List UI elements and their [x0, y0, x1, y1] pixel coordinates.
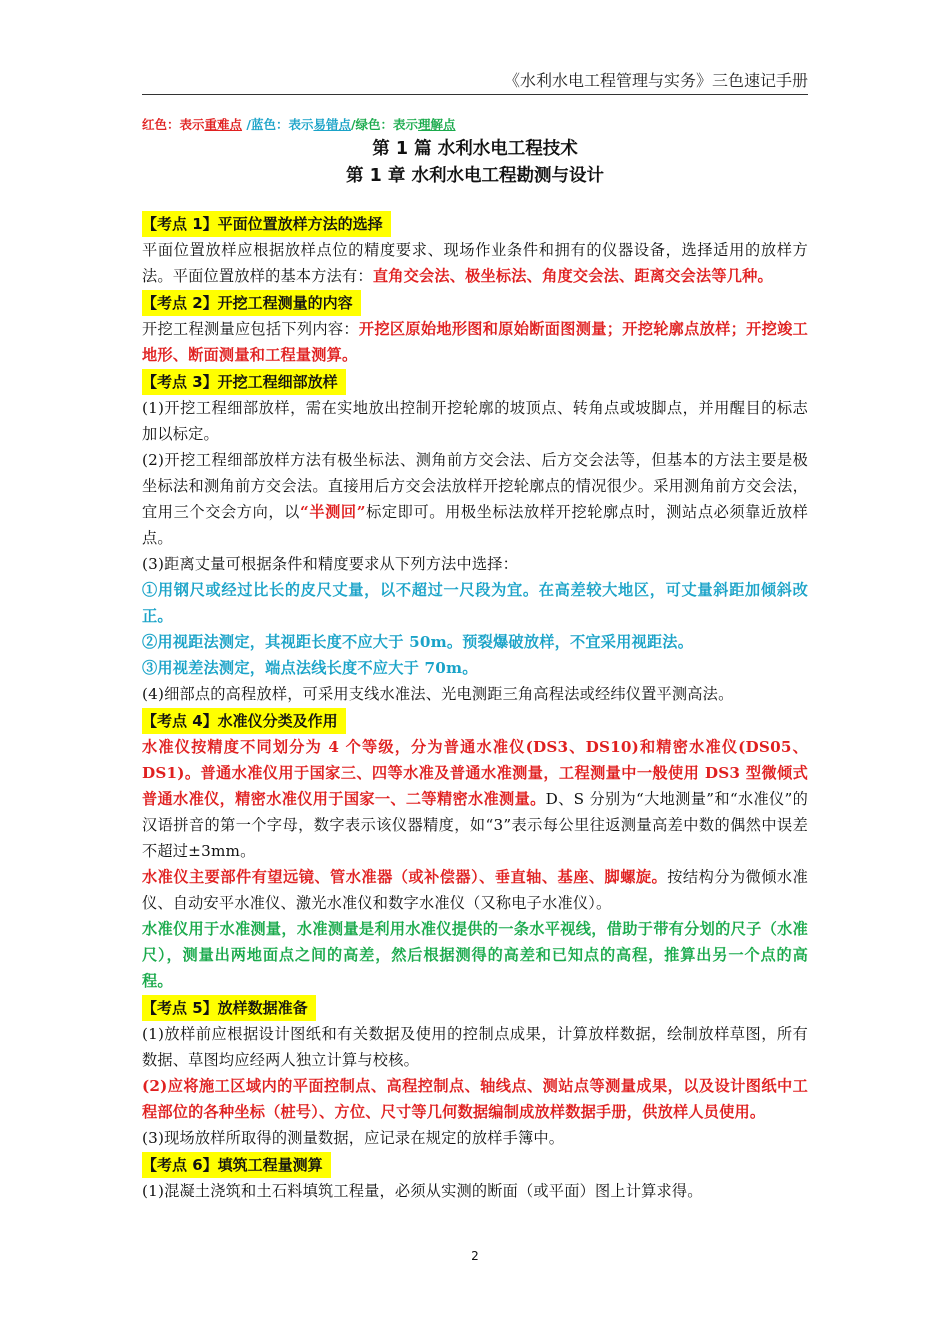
- kp2-paragraph: 开挖工程测量应包括下列内容：开挖区原始地形图和原始断面图测量；开挖轮廓点放样；开挖竣工地形、断面测量和工程量测算。: [142, 320, 808, 364]
- chapter-title: 第 1 章 水利水电工程勘测与设计: [346, 166, 604, 186]
- kp3-p2: (2)开挖工程细部放样方法有极坐标法、测角前方交会法、后方交会法等，但基本的方法主要是极坐标法和测角前方交会法。直接用后方交会法放样开挖轮廓点的情况很少。采用测角前方交会法，宜用三个交会方向，以“半测回”标定即可。用极坐标法放样开挖轮廓点时，测站点必须靠近放样点。: [142, 451, 809, 547]
- kp1-paragraph: 平面位置放样应根据放样点位的精度要求、现场作业条件和拥有的仪器设备，选择适用的放样方法。平面位置放样的基本方法有：直角交会法、极坐标法、角度交会法、距离交会法等几种。: [142, 241, 808, 285]
- part-title: 第 1 篇 水利水电工程技术: [372, 139, 578, 159]
- kp5-p2: (2)应将施工区域内的平面控制点、高程控制点、轴线点、测站点等测量成果，以及设计图纸中工程部位的各种坐标（桩号）、方位、尺寸等几何数据编制成放样数据手册，供放样人员使用。: [142, 1077, 808, 1121]
- kp5-heading: 【考点 5】放样数据准备: [142, 995, 316, 1021]
- kp6-p1: (1)混凝土浇筑和土石料填筑工程量，必须从实测的断面（或平面）图上计算求得。: [142, 1182, 703, 1200]
- kp3-bullet-2: ②用视距法测定，其视距长度不应大于 50m。预裂爆破放样，不宜采用视距法。: [142, 633, 694, 651]
- kp2-heading: 【考点 2】开挖工程测量的内容: [142, 290, 361, 316]
- kp5-p3: (3)现场放样所取得的测量数据，应记录在规定的放样手簿中。: [142, 1129, 565, 1147]
- kp6-heading: 【考点 6】填筑工程量测算: [142, 1152, 331, 1178]
- kp4-heading: 【考点 4】水准仪分类及作用: [142, 708, 346, 734]
- color-legend: [142, 116, 808, 134]
- document-body: [142, 116, 808, 1204]
- legend-red-label: 红色：表示: [142, 117, 205, 132]
- kp4-p3: 水准仪用于水准测量，水准测量是利用水准仪提供的一条水平视线，借助于带有分划的尺子（水准尺），测量出两地面点之间的高差，然后根据测得的高差和已知点的高程，推算出另一个点的高程。: [142, 920, 808, 990]
- legend-red-term: 重难点: [204, 117, 243, 132]
- kp3-bullet-1: ①用钢尺或经过比长的皮尺丈量，以不超过一尺段为宜。在高差较大地区，可丈量斜距加倾斜改正。: [142, 581, 808, 625]
- legend-green-term: 理解点: [418, 117, 456, 132]
- kp3-bullet-3: ③用视差法测定，端点法线长度不应大于 70m。: [142, 659, 478, 677]
- legend-blue-term: 易错点: [313, 117, 351, 132]
- legend-green-label: /绿色：表示: [350, 117, 419, 132]
- kp3-p4: (4)细部点的高程放样，可采用支线水准法、光电测距三角高程法或经纬仪置平测高法。: [142, 685, 734, 703]
- kp5-p1: (1)放样前应根据设计图纸和有关数据及使用的控制点成果，计算放样数据，绘制放样草图，所有数据、草图均应经两人独立计算与校核。: [142, 1025, 808, 1069]
- kp4-p1: 水准仪按精度不同划分为 4 个等级，分为普通水准仪(DS3、DS10)和精密水准仪(DS05、DS1)。普通水准仪用于国家三、四等水准及普通水准测量，工程测量中一般使用 DS3 型微倾式普通水准仪，精密水准仪用于国家一、二等精密水准测量。D、S 分别为“大地测量”和“水准仪”的汉语拼音的第一个字母，数字表示该仪器精度，如“3”表示每公里往返测量高差中数的偶然中误差不超过±3mm。: [142, 738, 809, 860]
- kp3-p3: (3)距离丈量可根据条件和精度要求从下列方法中选择：: [142, 555, 519, 573]
- legend-blue-label: /蓝色：表示: [242, 117, 314, 132]
- header-title: 《水利水电工程管理与实务》三色速记手册: [503, 71, 808, 90]
- kp3-heading: 【考点 3】开挖工程细部放样: [142, 369, 346, 395]
- page-number: 2: [471, 1249, 479, 1263]
- kp1-heading: 【考点 1】平面位置放样方法的选择: [142, 211, 391, 237]
- kp4-p2: 水准仪主要部件有望远镜、管水准器（或补偿器）、垂直轴、基座、脚螺旋。按结构分为微倾水准仪、自动安平水准仪、激光水准仪和数字水准仪（又称电子水准仪）。: [142, 868, 808, 912]
- kp3-p1: (1)开挖工程细部放样，需在实地放出控制开挖轮廓的坡顶点、转角点或坡脚点，并用醒目的标志加以标定。: [142, 399, 808, 443]
- header-divider: [142, 94, 808, 95]
